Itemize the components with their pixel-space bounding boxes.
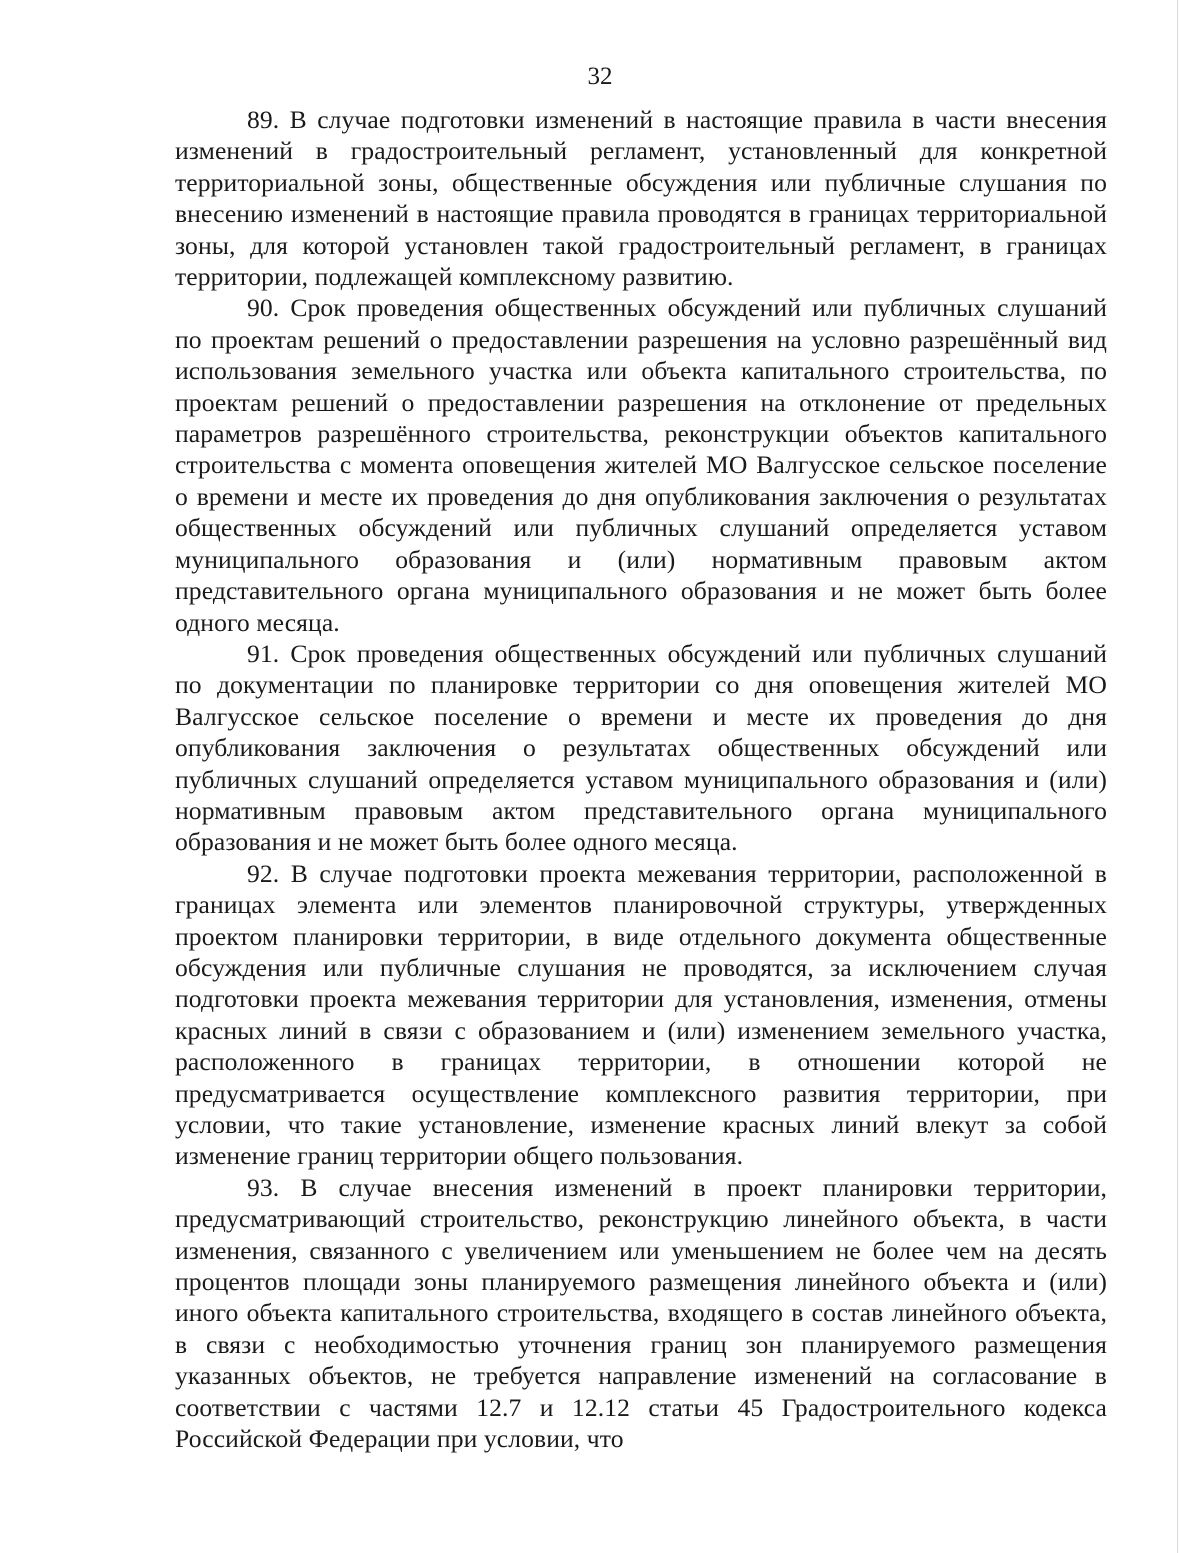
page-number: 32 (587, 63, 613, 90)
paragraph-92: 92. В случае подготовки проекта межевания территории, расположенной в границах элемента или элементов планировочной структуры, утвержденных проектом планировки территории, в виде отдельного документа общественные обсуждения или публичные слушания не проводятся, за исключением случая подготовки проекта межевания территории для установления, изменения, отмены красных линий в связи с образованием и (или) изменением земельного участка, расположенного в границах территории, в отношении которой не предусматривается осуществление комплексного развития территории, при условии, что такие установление, изменение красных линий влекут за собой изменение границ территории общего пользования. (175, 858, 1107, 1171)
paragraph-90: 90. Срок проведения общественных обсуждений или публичных слушаний по проектам решений о предоставлении разрешения на условно разрешённый вид использования земельного участка или объекта капитального строительства, по проектам решений о предоставлении разрешения на отклонение от предельных параметров разрешённого строительства, реконструкции объектов капитального строительства с момента оповещения жителей МО Валгусское сельское поселение о времени и месте их проведения до дня опубликования заключения о результатах общественных обсуждений или публичных слушаний определяется уставом муниципального образования и (или) нормативным правовым актом представительного органа муниципального образования и не может быть более одного месяца. (175, 293, 1107, 637)
scan-edge-line (1177, 0, 1178, 1553)
paragraph-93: 93. В случае внесения изменений в проект планировки территории, предусматривающий строительство, реконструкцию линейного объекта, в части изменения, связанного с увеличением или уменьшением не более чем на десять процентов площади зоны планируемого размещения линейного объекта и (или) иного объекта капитального строительства, входящего в состав линейного объекта, в связи с необходимостью уточнения границ зон планируемого размещения указанных объектов, не требуется направление изменений на согласование в соответствии с частями 12.7 и 12.12 статьи 45 Градостроительного кодекса Российской Федерации при условии, что (175, 1172, 1107, 1454)
paragraph-91: 91. Срок проведения общественных обсуждений или публичных слушаний по документации по планировке территории со дня оповещения жителей МО Валгусское сельское поселение о времени и месте их проведения до дня опубликования заключения о результатах общественных обсуждений или публичных слушаний определяется уставом муниципального образования и (или) нормативным правовым актом представительного органа муниципального образования и не может быть более одного месяца. (175, 638, 1107, 857)
document-body (175, 104, 1107, 1454)
paragraph-89: 89. В случае подготовки изменений в настоящие правила в части внесения изменений в градостроительный регламент, установленный для конкретной территориальной зоны, общественные обсуждения или публичные слушания по внесению изменений в настоящие правила проводятся в границах территориальной зоны, для которой установлен такой градостроительный регламент, в границах территории, подлежащей комплексному развитию. (175, 105, 1107, 292)
